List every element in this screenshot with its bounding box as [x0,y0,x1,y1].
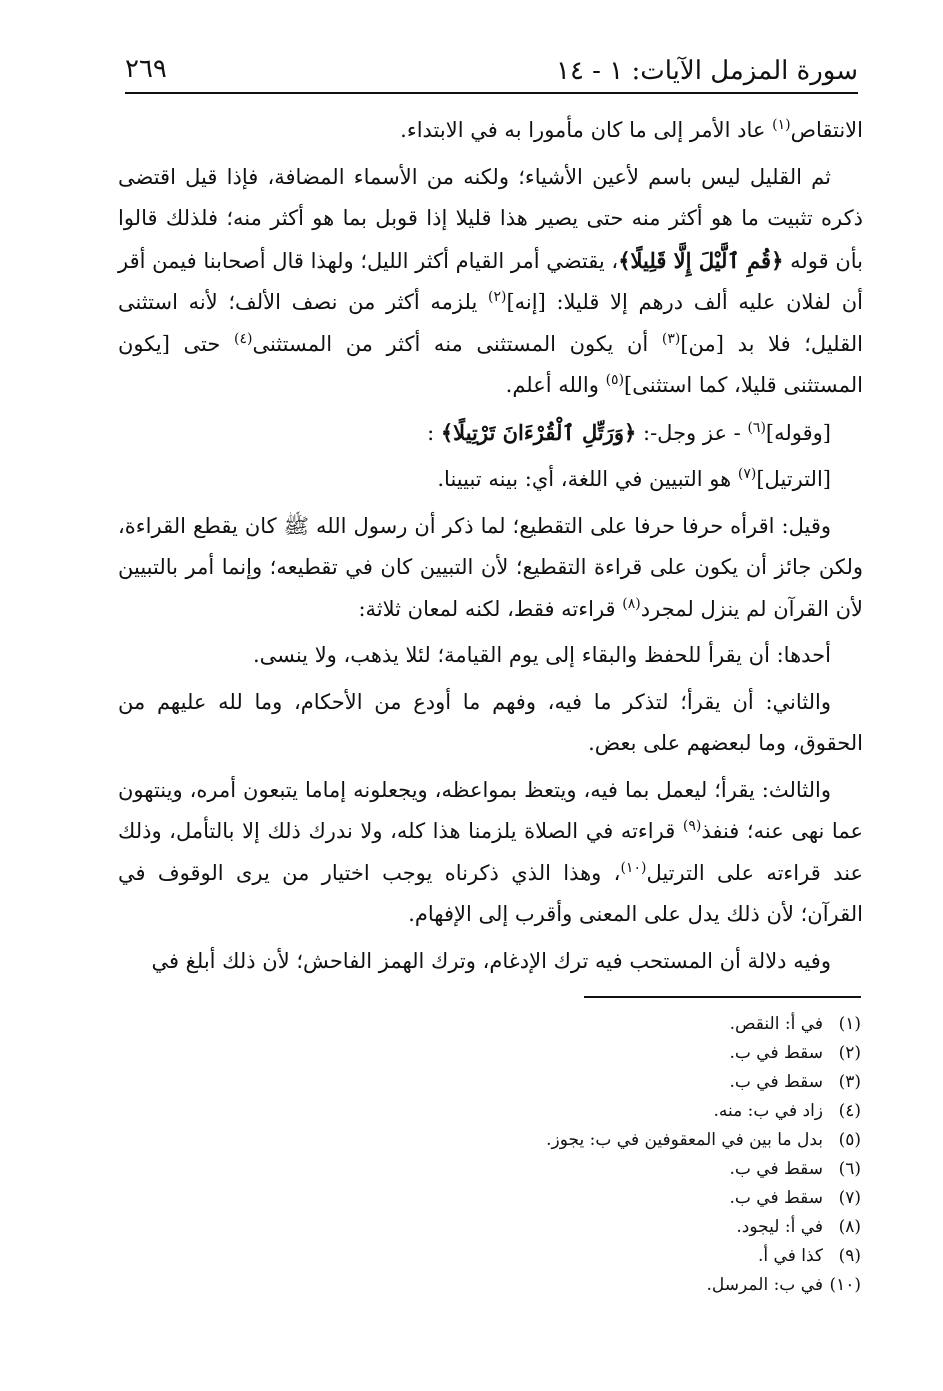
footnote-text: سقط في ب. [729,1072,823,1092]
footnote-ref: (٥) [605,372,625,388]
footnote-item [301,1126,861,1155]
footnote-text: بدل ما بين في المعقوفين في ب: يجوز. [546,1130,823,1150]
paragraph-9: وفيه دلالة أن المستحب فيه ترك الإدغام، وترك الهمز الفاحش؛ لأن ذلك أبلغ في [151,948,831,973]
paragraph-text: ، وهذا الذي ذكرناه يوجب اختيار من يرى الوقوف في القرآن؛ لأن ذلك يدل على المعنى وأقرب إلى الإفهام. [118,860,863,926]
footnote-number: (٧) [838,1188,861,1208]
header-title: سورة المزمل الآيات: ١ - ١٤ [555,56,858,86]
footnote-ref: (٢) [487,289,507,305]
footnote-number: (٥) [838,1130,861,1150]
footnote-text: في أ: ليجود. [736,1217,823,1237]
footnotes-list [301,1010,861,1300]
paragraph-text: - عز وجل-: [643,420,741,445]
footnote-item [301,1155,861,1184]
page-number: ٢٦٩ [125,54,167,84]
paragraph-text: قراءته فقط، لكنه لمعان ثلاثة: [358,596,616,621]
footnote-ref: (١٠) [620,859,647,876]
footnote-ref: (٩) [682,818,702,834]
paragraph-5 [118,506,863,631]
paragraph-text: : [427,420,435,445]
footnote-text: سقط في ب. [729,1188,823,1208]
footnote-item [301,1213,861,1242]
footnote-number: (١) [838,1014,861,1034]
paragraph-text: حتى [يكون المستثنى قليلا، كما استثنى] [118,331,863,397]
footnote-number: (٩) [838,1246,861,1266]
footnote-text: في ب: المرسل. [706,1275,823,1295]
paragraph-text: قراءته في الصلاة يلزمنا هذا كله، ولا ندرك ذلك إلا بالتأمل، وذلك عند قراءته على الترتيل [118,819,863,885]
paragraph-text: وقيل: اقرأه حرفا حرفا على التقطيع؛ لما ذكر أن رسول الله ﷺ كان يقطع القراءة، ولكن جائز أن يكون على قراءة التقطيع؛ لأن التبيين كان في تقطيعه؛ وإنما أمر بالتبيين لأن القرآن لم ينزل لمجرد [118,513,863,621]
footnote-item [301,1010,861,1039]
paragraph-8 [118,770,863,936]
footnote-item [301,1184,861,1213]
paragraph-text: [وقوله] [765,420,831,445]
paragraph-text: والثالث: يقرأ؛ ليعمل بما فيه، ويتعظ بمواعظه، ويجعلونه إماما يتبعون أمره، وينتهون عما نهى عنه؛ فنفذ [118,777,863,843]
paragraph-text: الانتقاص [790,118,863,142]
paragraph-text: أن يكون المستثنى منه أكثر من المستثنى [252,331,649,356]
footnote-item [301,1271,861,1300]
paragraph-6: أحدها: أن يقرأ للحفظ والبقاء إلى يوم القيامة؛ لئلا يذهب، ولا ينسى. [252,643,831,667]
footnote-ref: (٣) [661,330,681,347]
paragraph-4 [118,459,863,501]
quran-verse: ﴿وَرَتِّلِ ٱلْقُرْءَانَ تَرْتِيلًا﴾ [440,419,637,445]
paragraph-7: والثاني: أن يقرأ؛ لتذكر ما فيه، وفهم ما أودع من الأحكام، وما لله عليهم من الحقوق، وما لبعضهم على بعض. [118,689,863,755]
footnote-item [301,1242,861,1271]
footnote-number: (٣) [838,1072,861,1092]
footnote-ref: (٧) [737,466,757,482]
paragraph-text: يلزمه أكثر من نصف الألف؛ لأنه استثنى القليل؛ فلا بد [من] [118,290,863,356]
footnote-number: (٤) [838,1101,861,1121]
footnote-item [301,1097,861,1126]
paragraph-text: هو التبيين في اللغة، أي: بينه تبيينا. [437,467,732,491]
footnote-text: سقط في ب. [729,1043,823,1063]
paragraph-text: ، يقتضي أمر القيام أكثر الليل؛ ولهذا قال أصحابنا فيمن أقر أن لفلان عليه ألف درهم إلا قليلا: [إنه] [118,248,863,314]
paragraph-text: عاد الأمر إلى ما كان مأمورا به في الابتداء. [400,118,766,142]
footnote-text: في أ: النقص. [729,1014,823,1034]
footnote-ref: (٨) [622,595,641,612]
paragraph-1 [118,110,863,152]
footnote-item [301,1039,861,1068]
paragraph-3 [118,412,863,455]
main-text [118,110,863,987]
footnote-text: كذا في أ. [758,1246,823,1266]
footnote-number: (٨) [838,1217,861,1237]
footnote-ref: (٦) [747,419,766,436]
footnote-ref: (٤) [233,330,253,347]
paragraph-text: ثم القليل ليس باسم لأعين الأشياء؛ ولكنه من الأسماء المضافة، فإذا قيل اقتضى ذكره تثبيت ما هو أكثر منه حتى يصير هذا قليلا إذا قوبل بما هو أكثر منه؛ فلذلك قالوا بأن قوله [118,164,863,273]
footnote-number: (٦) [838,1159,861,1179]
footnote-divider [584,996,861,998]
footnote-ref: (١) [772,117,791,133]
footnote-number: (١٠) [829,1275,861,1295]
footnote-text: زاد في ب: منه. [713,1101,823,1121]
footnote-text: سقط في ب. [729,1159,823,1179]
running-header [125,52,858,94]
quran-verse: ﴿قُمِ ٱلَّيْلَ إِلَّا قَلِيلًا﴾ [618,247,784,273]
paragraph-text: والله أعلم. [505,373,599,397]
paragraph-text: [الترتيل] [756,467,831,491]
footnote-item [301,1068,861,1097]
paragraph-2 [118,157,863,407]
footnote-number: (٢) [838,1043,861,1063]
